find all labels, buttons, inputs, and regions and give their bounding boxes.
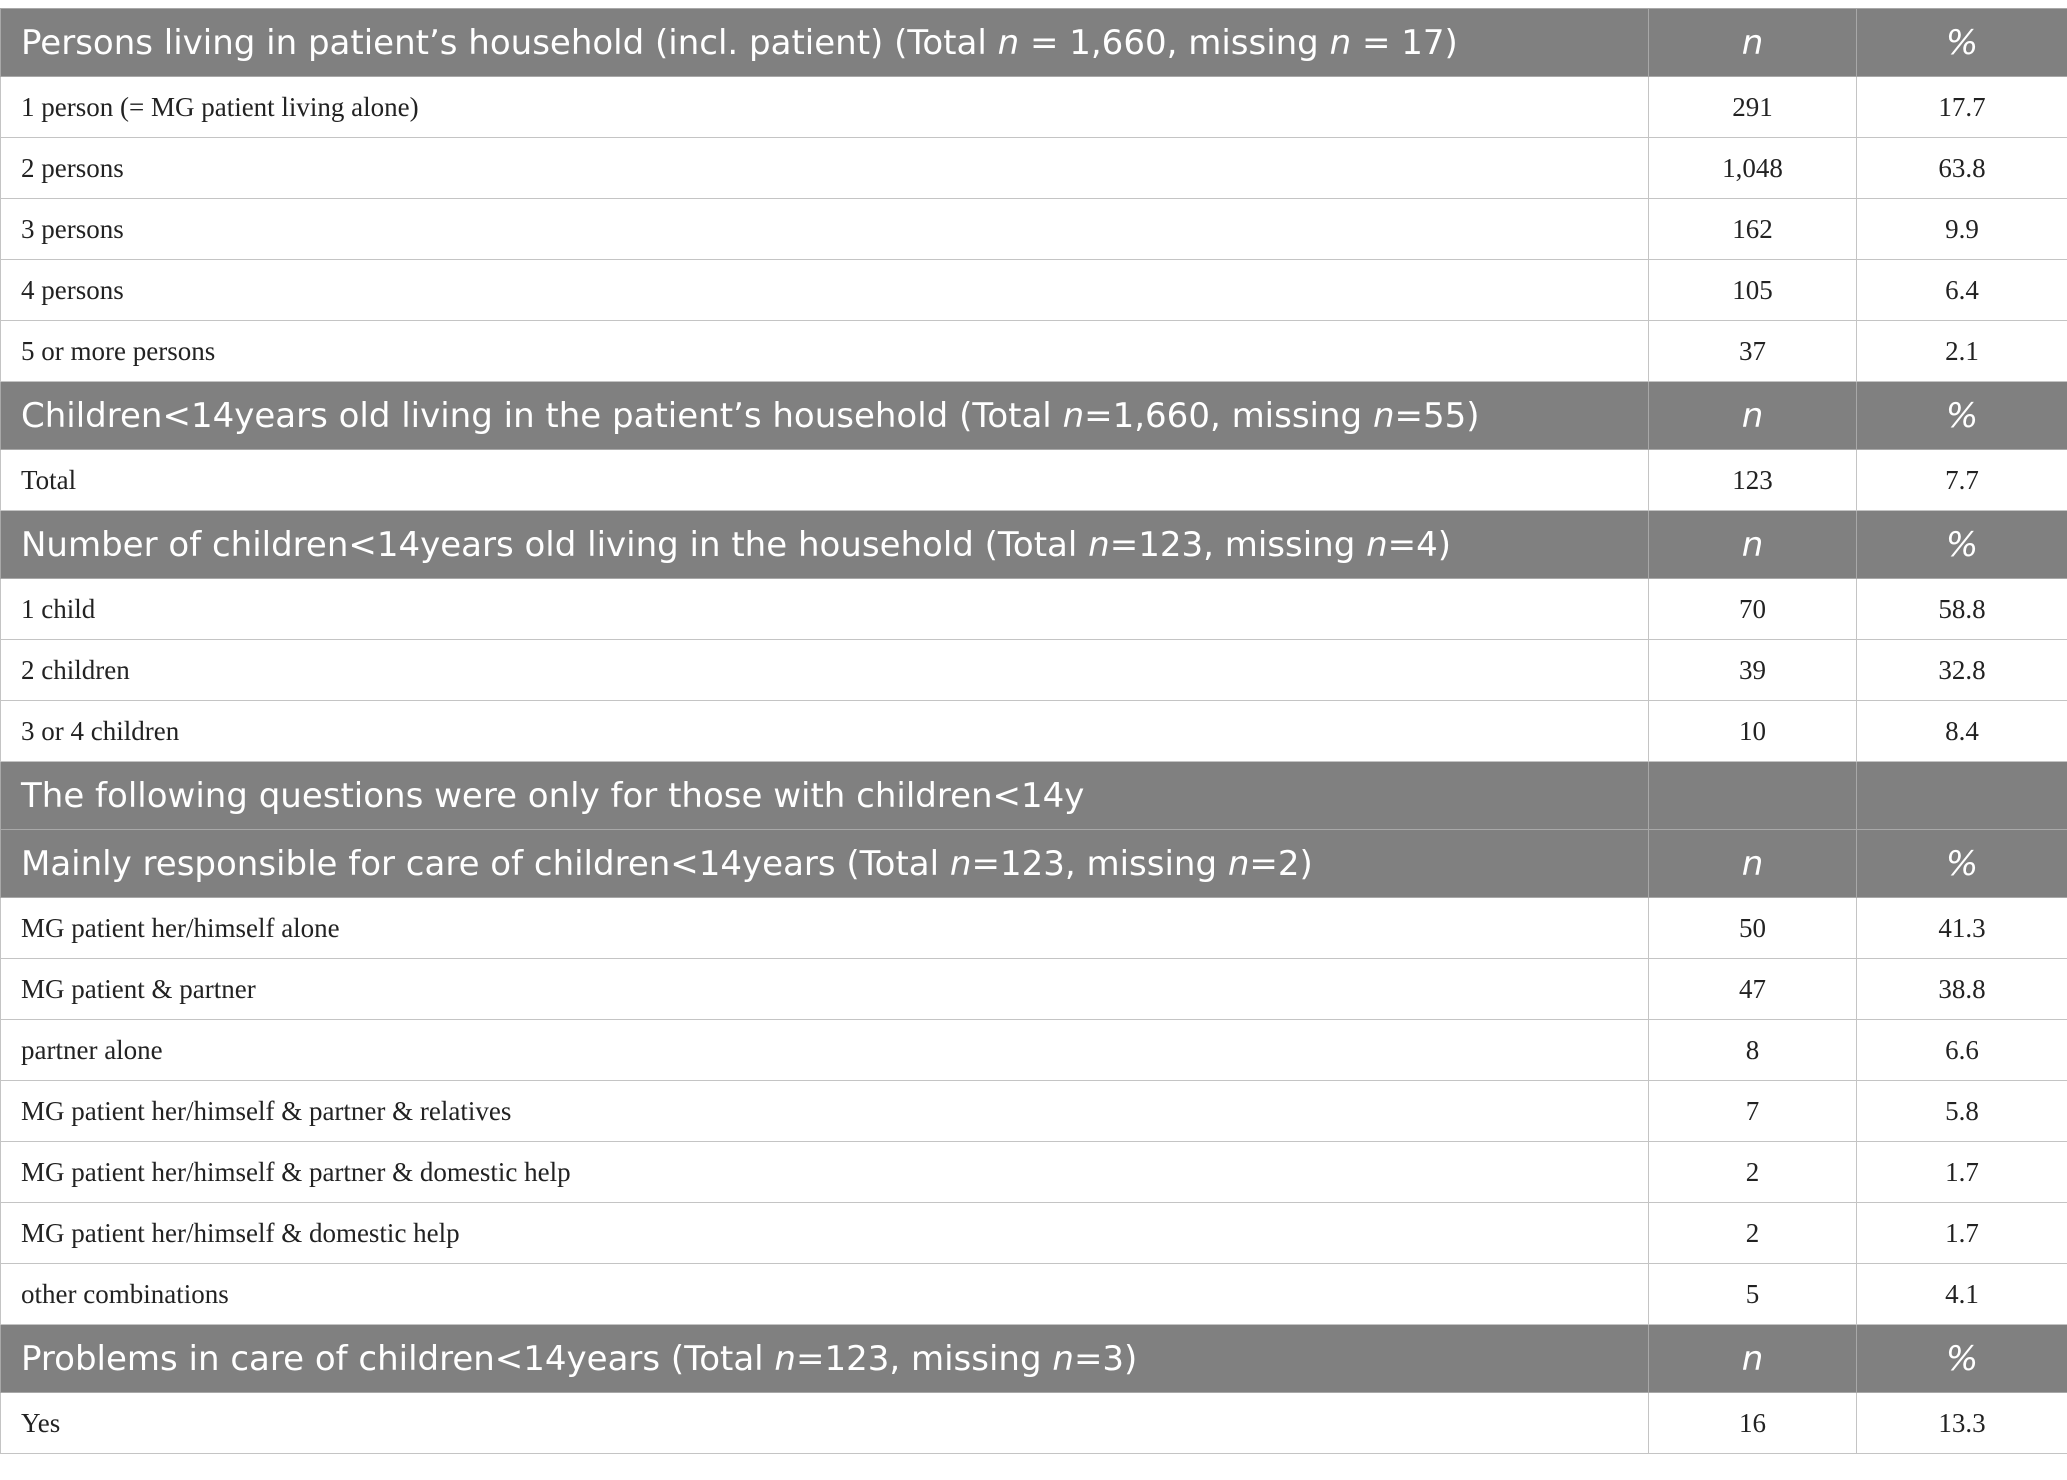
column-header-n: n xyxy=(1649,511,1857,579)
column-header-n: n xyxy=(1649,9,1857,77)
title-variable: n xyxy=(1052,1338,1074,1379)
table-row xyxy=(1,1020,2067,1081)
row-label: 1 person (= MG patient living alone) xyxy=(1,77,1649,138)
row-count: 105 xyxy=(1649,260,1857,321)
row-percent: 6.4 xyxy=(1857,260,2067,321)
section-title xyxy=(1,382,1649,450)
row-percent: 32.8 xyxy=(1857,640,2067,701)
table-row xyxy=(1,640,2067,701)
row-label: MG patient her/himself & partner & relatives xyxy=(1,1081,1649,1142)
row-count: 1,048 xyxy=(1649,138,1857,199)
column-header-percent: % xyxy=(1857,830,2067,898)
column-header-n: n xyxy=(1649,1325,1857,1393)
row-percent: 8.4 xyxy=(1857,701,2067,762)
row-percent: 17.7 xyxy=(1857,77,2067,138)
table-row xyxy=(1,199,2067,260)
row-percent: 13.3 xyxy=(1857,1393,2067,1454)
column-header-n: n xyxy=(1649,382,1857,450)
title-variable: n xyxy=(1329,22,1352,63)
row-count: 47 xyxy=(1649,959,1857,1020)
section-title xyxy=(1,1325,1649,1393)
column-header-n: n xyxy=(1649,830,1857,898)
row-percent: 6.6 xyxy=(1857,1020,2067,1081)
row-label: MG patient her/himself & domestic help xyxy=(1,1203,1649,1264)
section-header-row xyxy=(1,762,2067,830)
title-text: = 17) xyxy=(1351,22,1458,63)
section-header-row xyxy=(1,511,2067,579)
table-row xyxy=(1,450,2067,511)
column-header-percent: % xyxy=(1857,1325,2067,1393)
column-header-percent: % xyxy=(1857,511,2067,579)
title-text: =2) xyxy=(1249,843,1313,884)
row-percent: 1.7 xyxy=(1857,1203,2067,1264)
row-count: 291 xyxy=(1649,77,1857,138)
title-text: Problems in care of children<14years (Total xyxy=(21,1338,775,1379)
row-label: 4 persons xyxy=(1,260,1649,321)
row-count: 16 xyxy=(1649,1393,1857,1454)
title-text: =123, missing xyxy=(971,843,1228,884)
row-percent: 9.9 xyxy=(1857,199,2067,260)
title-text: Mainly responsible for care of children<14years (Total xyxy=(21,843,950,884)
empty-header-cell xyxy=(1649,762,1857,830)
column-header-percent: % xyxy=(1857,382,2067,450)
section-title xyxy=(1,9,1649,77)
row-percent: 58.8 xyxy=(1857,579,2067,640)
table-row xyxy=(1,1081,2067,1142)
table-row xyxy=(1,1393,2067,1454)
table-row xyxy=(1,898,2067,959)
row-count: 123 xyxy=(1649,450,1857,511)
section-title xyxy=(1,762,1649,830)
title-text: Children<14years old living in the patient’s household (Total xyxy=(21,395,1063,436)
table-row xyxy=(1,701,2067,762)
row-count: 2 xyxy=(1649,1142,1857,1203)
row-label: Total xyxy=(1,450,1649,511)
title-text: Persons living in patient’s household (incl. patient) (Total xyxy=(21,22,998,63)
table-row xyxy=(1,77,2067,138)
row-count: 10 xyxy=(1649,701,1857,762)
table-row xyxy=(1,138,2067,199)
row-count: 7 xyxy=(1649,1081,1857,1142)
row-percent: 63.8 xyxy=(1857,138,2067,199)
row-count: 70 xyxy=(1649,579,1857,640)
section-header-row xyxy=(1,1325,2067,1393)
title-variable: n xyxy=(1366,524,1388,565)
table-body xyxy=(1,9,2067,1454)
row-label: other combinations xyxy=(1,1264,1649,1325)
section-title xyxy=(1,511,1649,579)
row-count: 8 xyxy=(1649,1020,1857,1081)
row-percent: 4.1 xyxy=(1857,1264,2067,1325)
household-table xyxy=(0,8,2067,1454)
title-text: =123, missing xyxy=(795,1338,1053,1379)
row-count: 39 xyxy=(1649,640,1857,701)
row-count: 50 xyxy=(1649,898,1857,959)
table-row xyxy=(1,1264,2067,1325)
table-row xyxy=(1,1203,2067,1264)
title-text: = 1,660, missing xyxy=(1019,22,1330,63)
row-label: 2 persons xyxy=(1,138,1649,199)
row-label: 1 child xyxy=(1,579,1649,640)
row-percent: 7.7 xyxy=(1857,450,2067,511)
column-header-percent: % xyxy=(1857,9,2067,77)
row-label: 3 persons xyxy=(1,199,1649,260)
row-percent: 1.7 xyxy=(1857,1142,2067,1203)
title-variable: n xyxy=(949,843,972,884)
row-label: 2 children xyxy=(1,640,1649,701)
section-header-row xyxy=(1,830,2067,898)
table-row xyxy=(1,1142,2067,1203)
row-percent: 5.8 xyxy=(1857,1081,2067,1142)
title-text: =1,660, missing xyxy=(1084,395,1373,436)
section-title xyxy=(1,830,1649,898)
title-variable: n xyxy=(1227,843,1250,884)
title-variable: n xyxy=(1088,524,1110,565)
row-percent: 2.1 xyxy=(1857,321,2067,382)
table-row xyxy=(1,959,2067,1020)
row-count: 37 xyxy=(1649,321,1857,382)
title-variable: n xyxy=(997,22,1020,63)
empty-header-cell xyxy=(1857,762,2067,830)
table-row xyxy=(1,579,2067,640)
row-count: 5 xyxy=(1649,1264,1857,1325)
title-text: Number of children<14years old living in the household (Total xyxy=(21,524,1089,565)
row-label: 3 or 4 children xyxy=(1,701,1649,762)
row-label: 5 or more persons xyxy=(1,321,1649,382)
title-text: =3) xyxy=(1073,1338,1138,1379)
section-note: The following questions were only for those with children<14y xyxy=(21,775,1085,816)
title-variable: n xyxy=(774,1338,796,1379)
row-label: MG patient & partner xyxy=(1,959,1649,1020)
title-text: =55) xyxy=(1394,395,1480,436)
row-label: MG patient her/himself alone xyxy=(1,898,1649,959)
section-header-row xyxy=(1,382,2067,450)
title-text: =4) xyxy=(1387,524,1452,565)
row-count: 162 xyxy=(1649,199,1857,260)
row-label: MG patient her/himself & partner & domestic help xyxy=(1,1142,1649,1203)
row-label: Yes xyxy=(1,1393,1649,1454)
title-variable: n xyxy=(1062,395,1085,436)
table-row xyxy=(1,321,2067,382)
title-text: =123, missing xyxy=(1109,524,1367,565)
row-percent: 38.8 xyxy=(1857,959,2067,1020)
row-label: partner alone xyxy=(1,1020,1649,1081)
row-percent: 41.3 xyxy=(1857,898,2067,959)
section-header-row xyxy=(1,9,2067,77)
table-row xyxy=(1,260,2067,321)
row-count: 2 xyxy=(1649,1203,1857,1264)
title-variable: n xyxy=(1372,395,1395,436)
